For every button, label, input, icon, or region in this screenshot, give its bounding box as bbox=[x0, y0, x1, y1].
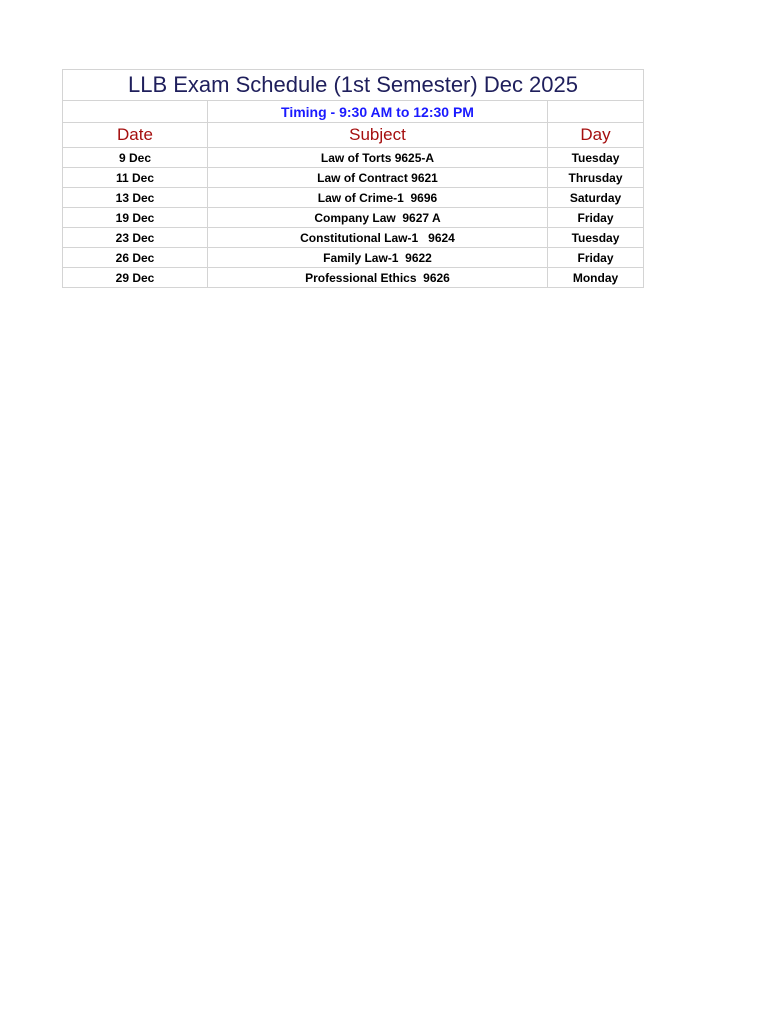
timing-text: Timing - 9:30 AM to 12:30 PM bbox=[208, 101, 548, 123]
exam-day: Friday bbox=[548, 208, 644, 228]
exam-subject: Law of Crime-1 9696 bbox=[208, 188, 548, 208]
timing-empty-cell-right bbox=[548, 101, 644, 123]
exam-date: 11 Dec bbox=[63, 168, 208, 188]
schedule-title bbox=[63, 70, 644, 101]
table-row bbox=[63, 208, 644, 228]
exam-day: Saturday bbox=[548, 188, 644, 208]
exam-subject: Constitutional Law-1 9624 bbox=[208, 228, 548, 248]
column-header-subject: Subject bbox=[208, 123, 548, 148]
table-row bbox=[63, 168, 644, 188]
exam-day: Tuesday bbox=[548, 148, 644, 168]
exam-subject: Company Law 9627 A bbox=[208, 208, 548, 228]
schedule-title-text: LLB Exam Schedule (1st Semester) Dec 2025 bbox=[128, 72, 579, 97]
table-row bbox=[63, 268, 644, 288]
exam-date: 13 Dec bbox=[63, 188, 208, 208]
column-header-row bbox=[63, 123, 644, 148]
table-row bbox=[63, 248, 644, 268]
exam-subject: Family Law-1 9622 bbox=[208, 248, 548, 268]
table-row bbox=[63, 148, 644, 168]
timing-empty-cell-left bbox=[63, 101, 208, 123]
exam-date: 23 Dec bbox=[63, 228, 208, 248]
exam-date: 19 Dec bbox=[63, 208, 208, 228]
title-row bbox=[63, 70, 644, 101]
timing-row bbox=[63, 101, 644, 123]
exam-day: Friday bbox=[548, 248, 644, 268]
table-row bbox=[63, 228, 644, 248]
exam-date: 9 Dec bbox=[63, 148, 208, 168]
exam-day: Tuesday bbox=[548, 228, 644, 248]
column-header-date: Date bbox=[63, 123, 208, 148]
exam-subject: Professional Ethics 9626 bbox=[208, 268, 548, 288]
exam-subject: Law of Contract 9621 bbox=[208, 168, 548, 188]
exam-day: Monday bbox=[548, 268, 644, 288]
column-header-day: Day bbox=[548, 123, 644, 148]
exam-schedule-table bbox=[62, 69, 644, 288]
exam-day: Thrusday bbox=[548, 168, 644, 188]
exam-subject: Law of Torts 9625-A bbox=[208, 148, 548, 168]
exam-date: 29 Dec bbox=[63, 268, 208, 288]
exam-date: 26 Dec bbox=[63, 248, 208, 268]
table-row bbox=[63, 188, 644, 208]
